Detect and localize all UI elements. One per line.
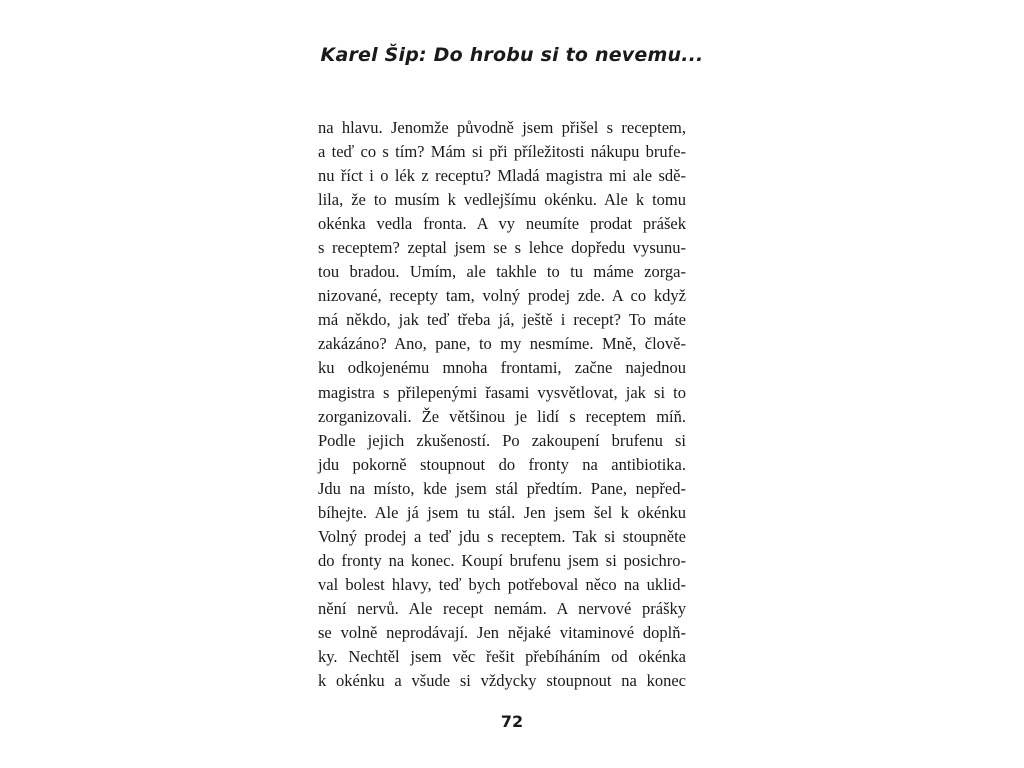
text-line: bíhejte. Ale já jsem tu stál. Jen jsem šel k okénku bbox=[318, 502, 686, 522]
text-line: val bolest hlavy, teď bych potřeboval něco na uklid- bbox=[318, 574, 686, 594]
page-number: 72 bbox=[500, 712, 524, 731]
text-line: ku odkojenému mnoha frontami, začne najednou bbox=[318, 358, 686, 378]
text-line: nění nervů. Ale recept nemám. A nervové prášky bbox=[318, 598, 686, 618]
text-line: lila, že to musím k vedlejšímu okénku. Ale k tomu bbox=[318, 190, 686, 210]
text-line: se volně neprodávají. Jen nějaké vitaminové doplň- bbox=[318, 622, 686, 642]
text-line: ky. Nechtěl jsem věc řešit přebíháním od okénka bbox=[318, 647, 686, 667]
text-line: na hlavu. Jenomže původně jsem přišel s receptem, bbox=[318, 118, 686, 137]
text-line: s receptem? zeptal jsem se s lehce dopředu vysunu- bbox=[318, 238, 686, 258]
text-line: zorganizovali. Že většinou je lidí s receptem míň. bbox=[318, 406, 686, 426]
text-line: okénka vedla fronta. A vy neumíte prodat prášek bbox=[318, 214, 686, 234]
text-line: Volný prodej a teď jdu s receptem. Tak si stoupněte bbox=[318, 526, 686, 546]
text-line: jdu pokorně stoupnout do fronty na antibiotika. bbox=[318, 454, 686, 474]
body-text bbox=[318, 116, 686, 693]
text-line: nizované, recepty tam, volný prodej zde. A co když bbox=[318, 286, 686, 306]
text-line: k okénku a všude si vždycky stoupnout na konec bbox=[318, 671, 686, 691]
text-line: do fronty na konec. Koupí brufenu jsem si posichro- bbox=[318, 550, 686, 570]
running-title: Karel Šip: Do hrobu si to nevemu... bbox=[320, 44, 704, 66]
text-line: Podle jejich zkušeností. Po zakoupení brufenu si bbox=[318, 430, 686, 450]
text-line: nu říct i o lék z receptu? Mladá magistra mi ale sdě- bbox=[318, 166, 686, 186]
text-line: zakázáno? Ano, pane, to my nesmíme. Mně, člově- bbox=[318, 334, 686, 354]
text-line: a teď co s tím? Mám si při příležitosti nákupu brufe- bbox=[318, 142, 686, 162]
text-line: tou bradou. Umím, ale takhle to tu máme zorga- bbox=[318, 262, 686, 282]
text-line: magistra s přilepenými řasami vysvětlovat, jak si to bbox=[318, 382, 686, 402]
text-line: Jdu na místo, kde jsem stál předtím. Pane, nepřed- bbox=[318, 478, 686, 498]
text-line: má někdo, jak teď třeba já, ještě i recept? To máte bbox=[318, 310, 686, 330]
